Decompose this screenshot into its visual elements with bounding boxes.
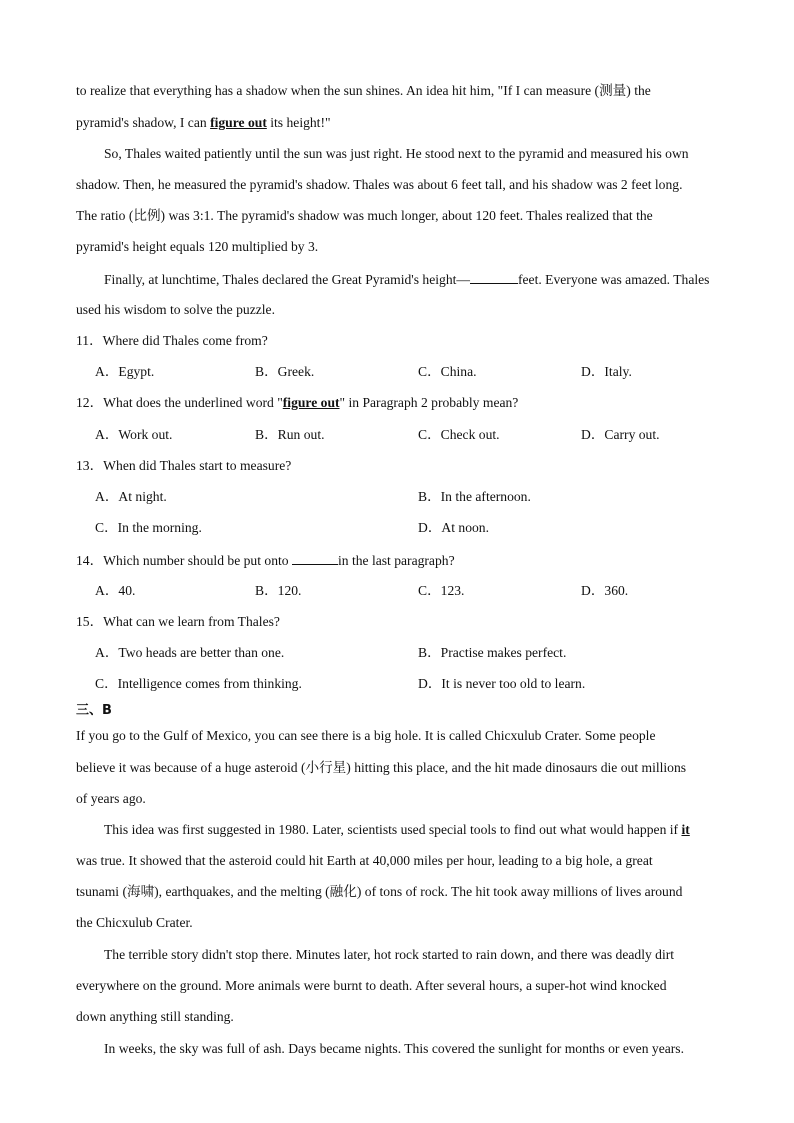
option-d: D．It is never too old to learn. xyxy=(418,676,586,691)
option-c: C．123. xyxy=(418,583,465,598)
passage-b-line xyxy=(104,821,690,839)
passage-b-line: the Chicxulub Crater. xyxy=(76,915,193,930)
question-stem xyxy=(76,551,455,570)
option-d: D．Italy. xyxy=(581,364,632,379)
option-a: A．Two heads are better than one. xyxy=(95,645,285,660)
passage-a-line xyxy=(76,114,331,132)
key-word: it xyxy=(681,822,690,837)
option-d: D．At noon. xyxy=(418,520,489,535)
option-b: B．In the afternoon. xyxy=(418,489,531,504)
passage-b-line: was true. It showed that the asteroid could hit Earth at 40,000 miles per hour, leading to a big hole, a great xyxy=(76,853,653,868)
text: " in Paragraph 2 probably mean? xyxy=(339,395,519,410)
option-b: B．Practise makes perfect. xyxy=(418,645,567,660)
passage-a-line: The ratio (比例) was 3:1. The pyramid's shadow was much longer, about 120 feet. Thales realized that the xyxy=(76,208,653,223)
option-c: C．Check out. xyxy=(418,427,500,442)
passage-b-line: The terrible story didn't stop there. Minutes later, hot rock started to rain down, and there was deadly dirt xyxy=(104,947,675,962)
option-a: A．40. xyxy=(95,583,136,598)
option-c: C．In the morning. xyxy=(95,520,202,535)
passage-a-line xyxy=(104,270,709,289)
text: Finally, at lunchtime, Thales declared the Great Pyramid's height— xyxy=(104,272,470,287)
passage-a-line: shadow. Then, he measured the pyramid's shadow. Thales was about 6 feet tall, and his shadow was 2 feet long. xyxy=(76,177,683,192)
option-d: D．Carry out. xyxy=(581,427,660,442)
passage-b-line: down anything still standing. xyxy=(76,1009,234,1024)
passage-a-line: used his wisdom to solve the puzzle. xyxy=(76,302,275,317)
key-phrase: figure out xyxy=(210,115,267,130)
text: its height!" xyxy=(266,115,331,130)
option-c: C．Intelligence comes from thinking. xyxy=(95,676,302,691)
text: feet. Everyone was amazed. Thales xyxy=(517,272,710,287)
passage-b-line: of years ago. xyxy=(76,791,146,806)
option-b: B．120. xyxy=(255,583,302,598)
passage-a-line: pyramid's height equals 120 multiplied by 3. xyxy=(76,239,319,254)
passage-b-line: In weeks, the sky was full of ash. Days became nights. This covered the sunlight for months or even years. xyxy=(104,1041,684,1056)
option-a: A．Work out. xyxy=(95,427,173,442)
passage-b-line: believe it was because of a huge asteroid (小行星) hitting this place, and the hit made dinosaurs die out millions xyxy=(76,760,687,775)
option-b: B．Greek. xyxy=(255,364,315,379)
question-stem: 11．Where did Thales come from? xyxy=(76,333,268,348)
option-b: B．Run out. xyxy=(255,427,325,442)
option-d: D．360. xyxy=(581,583,629,598)
option-c: C．China. xyxy=(418,364,477,379)
passage-b-line: tsunami (海啸), earthquakes, and the melting (融化) of tons of rock. The hit took away millions of lives around xyxy=(76,884,683,899)
text: 14．Which number should be put onto xyxy=(76,553,292,568)
answer-blank xyxy=(470,270,518,284)
option-a: A．Egypt. xyxy=(95,364,155,379)
text: This idea was first suggested in 1980. Later, scientists used special tools to find out what would happen if xyxy=(104,822,682,837)
passage-b-line: If you go to the Gulf of Mexico, you can see there is a big hole. It is called Chicxulub Crater. Some people xyxy=(76,728,656,743)
passage-a-line: to realize that everything has a shadow when the sun shines. An idea hit him, "If I can measure (测量) the xyxy=(76,83,651,98)
answer-blank xyxy=(292,551,338,565)
text: pyramid's shadow, I can xyxy=(76,115,211,130)
question-stem: 15．What can we learn from Thales? xyxy=(76,614,280,629)
passage-b-line: everywhere on the ground. More animals were burnt to death. After several hours, a super-hot wind knocked xyxy=(76,978,667,993)
text: 12．What does the underlined word " xyxy=(76,395,283,410)
question-stem: 13．When did Thales start to measure? xyxy=(76,458,292,473)
section-heading: 三、B xyxy=(76,703,112,718)
question-stem xyxy=(76,394,518,412)
option-a: A．At night. xyxy=(95,489,167,504)
passage-a-line: So, Thales waited patiently until the sun was just right. He stood next to the pyramid and measured his own xyxy=(104,146,689,161)
key-phrase: figure out xyxy=(282,395,340,410)
text: in the last paragraph? xyxy=(337,553,455,568)
